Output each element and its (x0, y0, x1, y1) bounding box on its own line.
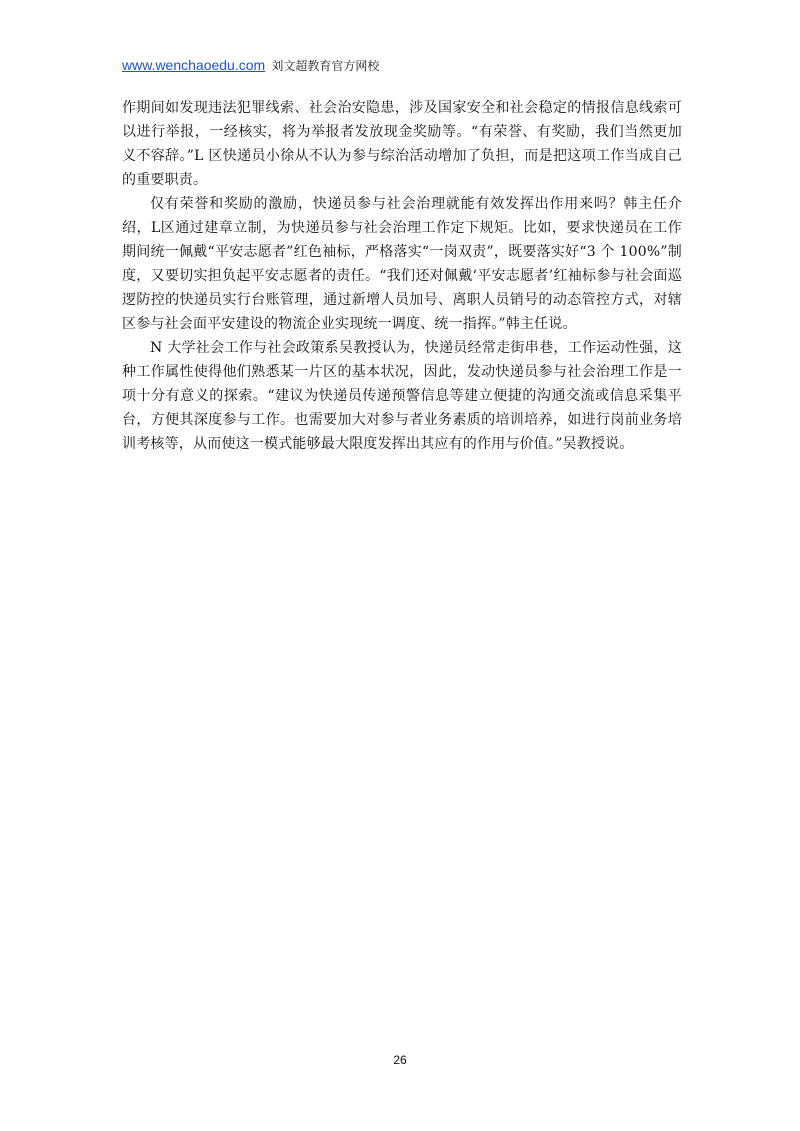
page-header (122, 56, 379, 76)
document-body (122, 96, 682, 456)
site-name: 刘文超教育官方网校 (271, 59, 380, 73)
page-number: 26 (393, 1053, 407, 1067)
paragraph-2: 仅有荣誉和奖励的激励，快递员参与社会治理就能有效发挥出作用来吗？韩主任介绍，L区通过建章立制，为快递员参与社会治理工作定下规矩。比如，要求快递员在工作期间统一佩戴“平安志愿者”红色袖标，严格落实“一岗双责”，既要落实好“3 个 100%”制度，又要切实担负起平安志愿者的责任。“我们还对佩戴‘平安志愿者’红袖标参与社会面巡逻防控的快递员实行台账管理，通过新增人员加号、离职人员销号的动态管控方式，对辖区参与社会面平安建设的物流企业实现统一调度、统一指挥。”韩主任说。 (122, 196, 682, 332)
paragraph-1: 作期间如发现违法犯罪线索、社会治安隐患，涉及国家安全和社会稳定的情报信息线索可以进行举报，一经核实，将为举报者发放现金奖励等。“有荣誉、有奖励，我们当然更加义不容辞。”L 区快递员小徐从不认为参与综治活动增加了负担，而是把这项工作当成自己的重要职责。 (122, 100, 682, 188)
website-link[interactable]: www.wenchaoedu.com (122, 57, 266, 73)
paragraph-3: N 大学社会工作与社会政策系吴教授认为，快递员经常走街串巷，工作运动性强，这种工作属性使得他们熟悉某一片区的基本状况，因此，发动快递员参与社会治理工作是一项十分有意义的探索。“建议为快递员传递预警信息等建立便捷的沟通交流或信息采集平台，方便其深度参与工作。也需要加大对参与者业务素质的培训培养，如进行岗前业务培训考核等，从而使这一模式能够最大限度发挥出其应有的作用与价值。”吴教授说。 (122, 340, 682, 452)
